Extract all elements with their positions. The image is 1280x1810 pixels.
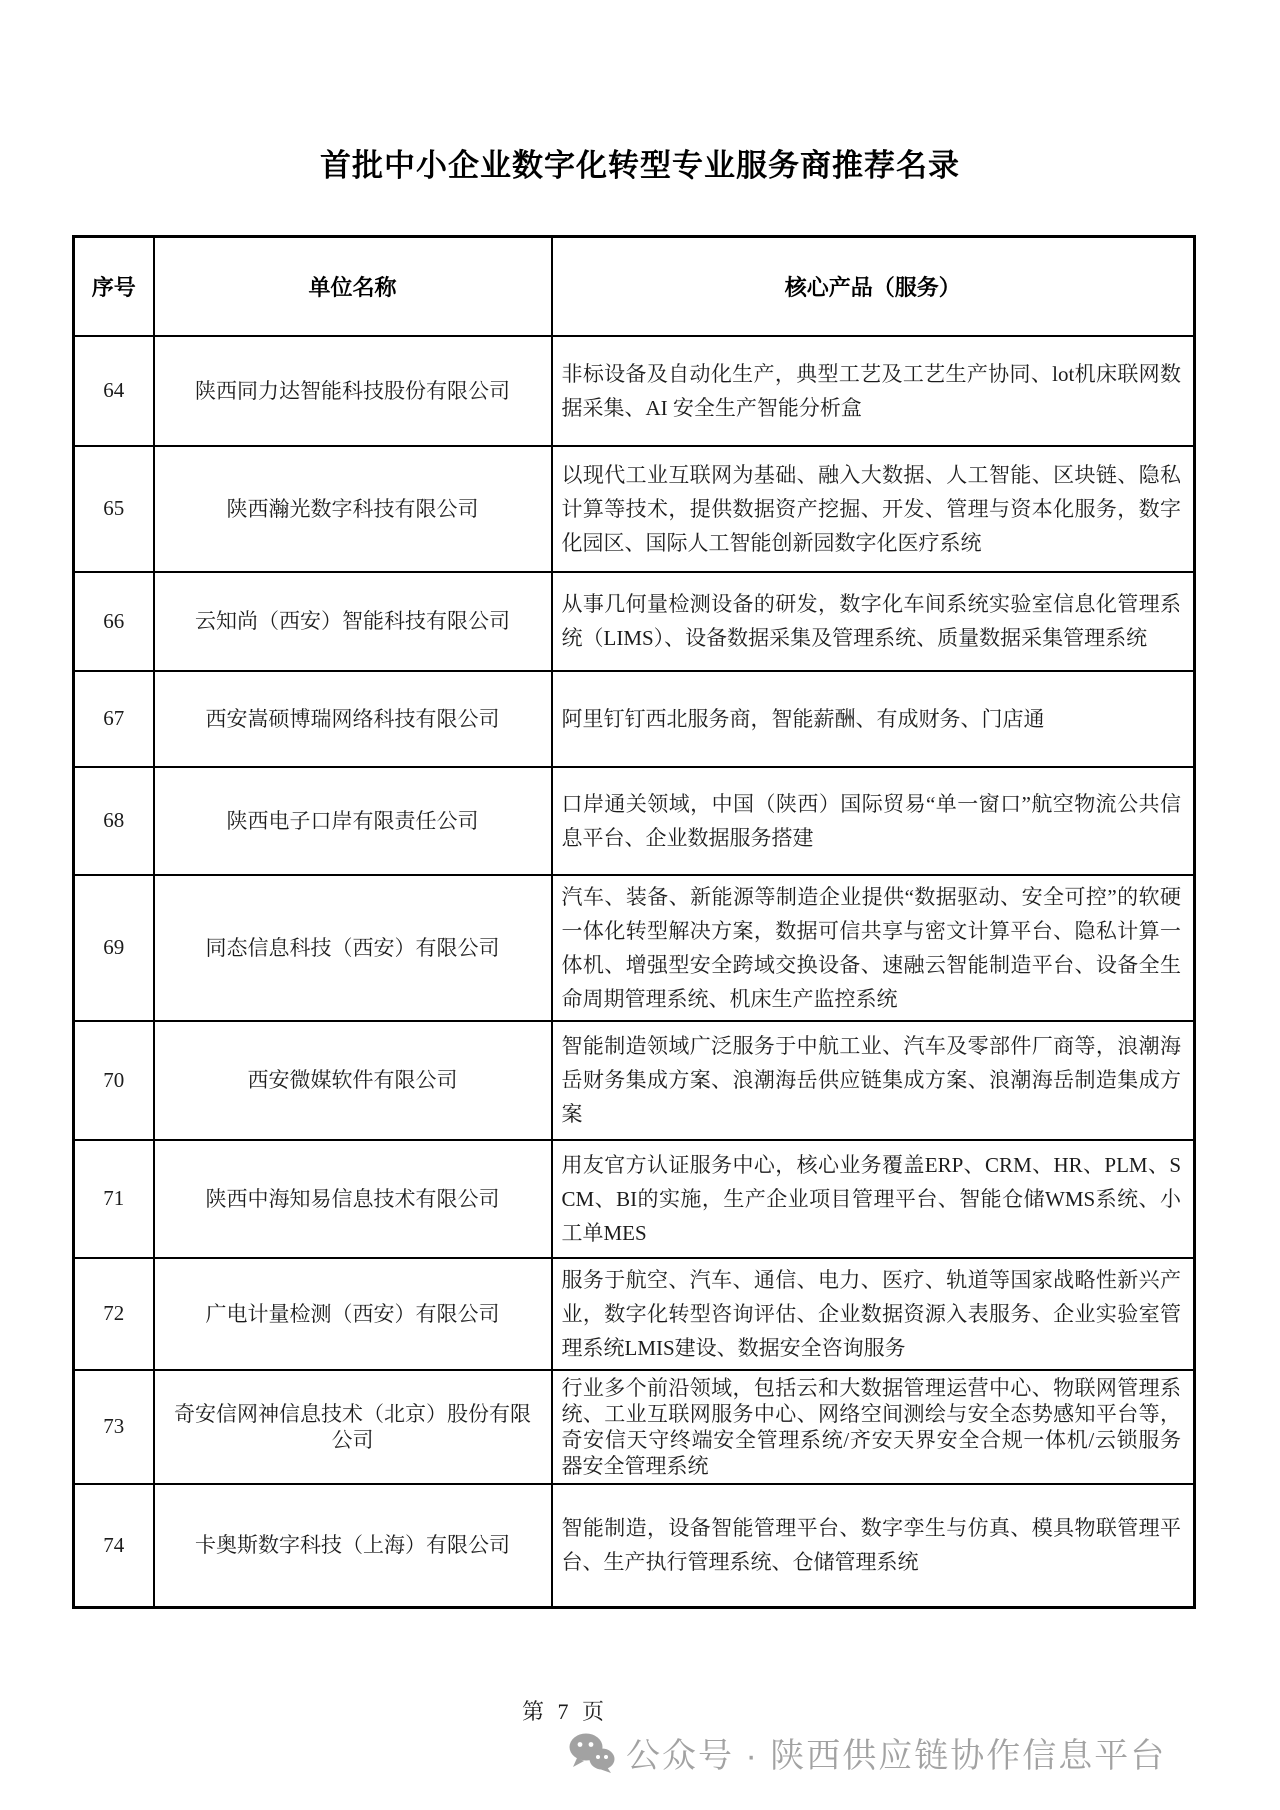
table-row xyxy=(74,446,1195,572)
company-name-cell: 卡奥斯数字科技（上海）有限公司 xyxy=(154,1484,552,1608)
company-name-cell: 陕西同力达智能科技股份有限公司 xyxy=(154,336,552,446)
services-cell: 汽车、装备、新能源等制造企业提供“数据驱动、安全可控”的软硬一体化转型解决方案，数据可信共享与密文计算平台、隐私计算一体机、增强型安全跨域交换设备、速融云智能制造平台、设备全生命周期管理系统、机床生产监控系统 xyxy=(552,875,1195,1021)
row-number-cell: 69 xyxy=(74,875,154,1021)
table-row xyxy=(74,671,1195,767)
column-header-company: 单位名称 xyxy=(154,237,552,336)
company-name-cell: 奇安信网神信息技术（北京）股份有限公司 xyxy=(154,1370,552,1484)
services-cell: 口岸通关领域，中国（陕西）国际贸易“单一窗口”航空物流公共信息平台、企业数据服务搭建 xyxy=(552,767,1195,875)
services-cell: 智能制造，设备智能管理平台、数字孪生与仿真、模具物联管理平台、生产执行管理系统、仓储管理系统 xyxy=(552,1484,1195,1608)
table-row xyxy=(74,875,1195,1021)
table-row xyxy=(74,1258,1195,1370)
row-number-cell: 66 xyxy=(74,572,154,671)
services-cell: 非标设备及自动化生产，典型工艺及工艺生产协同、lot机床联网数据采集、AI 安全生产智能分析盒 xyxy=(552,336,1195,446)
company-name-cell: 西安微媒软件有限公司 xyxy=(154,1021,552,1140)
services-cell: 从事几何量检测设备的研发，数字化车间系统实验室信息化管理系统（LIMS）、设备数据采集及管理系统、质量数据采集管理系统 xyxy=(552,572,1195,671)
row-number-cell: 68 xyxy=(74,767,154,875)
company-name-cell: 同态信息科技（西安）有限公司 xyxy=(154,875,552,1021)
page-title: 首批中小企业数字化转型专业服务商推荐名录 xyxy=(320,148,960,183)
services-cell: 以现代工业互联网为基础、融入大数据、人工智能、区块链、隐私计算等技术，提供数据资产挖掘、开发、管理与资本化服务，数字化园区、国际人工智能创新园数字化医疗系统 xyxy=(552,446,1195,572)
row-number-cell: 70 xyxy=(74,1021,154,1140)
watermark-text: 公众号 · 陕西供应链协作信息平台 xyxy=(626,1737,1167,1775)
services-cell: 智能制造领域广泛服务于中航工业、汽车及零部件厂商等，浪潮海岳财务集成方案、浪潮海岳供应链集成方案、浪潮海岳制造集成方案 xyxy=(552,1021,1195,1140)
company-name-cell: 陕西电子口岸有限责任公司 xyxy=(154,767,552,875)
row-number-cell: 72 xyxy=(74,1258,154,1370)
table-header-row xyxy=(74,237,1195,336)
table-row xyxy=(74,1370,1195,1484)
row-number-cell: 71 xyxy=(74,1140,154,1258)
table-row xyxy=(74,572,1195,671)
company-name-cell: 陕西中海知易信息技术有限公司 xyxy=(154,1140,552,1258)
column-header-no: 序号 xyxy=(74,237,154,336)
row-number-cell: 65 xyxy=(74,446,154,572)
company-name-cell: 广电计量检测（西安）有限公司 xyxy=(154,1258,552,1370)
row-number-cell: 74 xyxy=(74,1484,154,1608)
page-number: 第 7 页 xyxy=(521,1699,608,1724)
company-name-cell: 云知尚（西安）智能科技有限公司 xyxy=(154,572,552,671)
table-row xyxy=(74,336,1195,446)
services-cell: 用友官方认证服务中心，核心业务覆盖ERP、CRM、HR、PLM、SCM、BI的实施，生产企业项目管理平台、智能仓储WMS系统、小工单MES xyxy=(552,1140,1195,1258)
services-cell: 行业多个前沿领域，包括云和大数据管理运营中心、物联网管理系统、工业互联网服务中心、网络空间测绘与安全态势感知平台等，奇安信天守终端安全管理系统/齐安天界安全合规一体机/云锁服务器安全管理系统 xyxy=(552,1370,1195,1484)
table-row xyxy=(74,767,1195,875)
column-header-services: 核心产品（服务） xyxy=(552,237,1195,336)
company-name-cell: 西安嵩硕博瑞网络科技有限公司 xyxy=(154,671,552,767)
table-row xyxy=(74,1021,1195,1140)
wechat-icon xyxy=(568,1732,616,1774)
row-number-cell: 67 xyxy=(74,671,154,767)
company-name-cell: 陕西瀚光数字科技有限公司 xyxy=(154,446,552,572)
row-number-cell: 73 xyxy=(74,1370,154,1484)
services-cell: 服务于航空、汽车、通信、电力、医疗、轨道等国家战略性新兴产业，数字化转型咨询评估、企业数据资源入表服务、企业实验室管理系统LMIS建设、数据安全咨询服务 xyxy=(552,1258,1195,1370)
services-cell: 阿里钉钉西北服务商，智能薪酬、有成财务、门店通 xyxy=(552,671,1195,767)
row-number-cell: 64 xyxy=(74,336,154,446)
service-provider-table xyxy=(72,235,1196,1609)
watermark xyxy=(568,1728,1166,1777)
table-row xyxy=(74,1140,1195,1258)
table-row xyxy=(74,1484,1195,1608)
